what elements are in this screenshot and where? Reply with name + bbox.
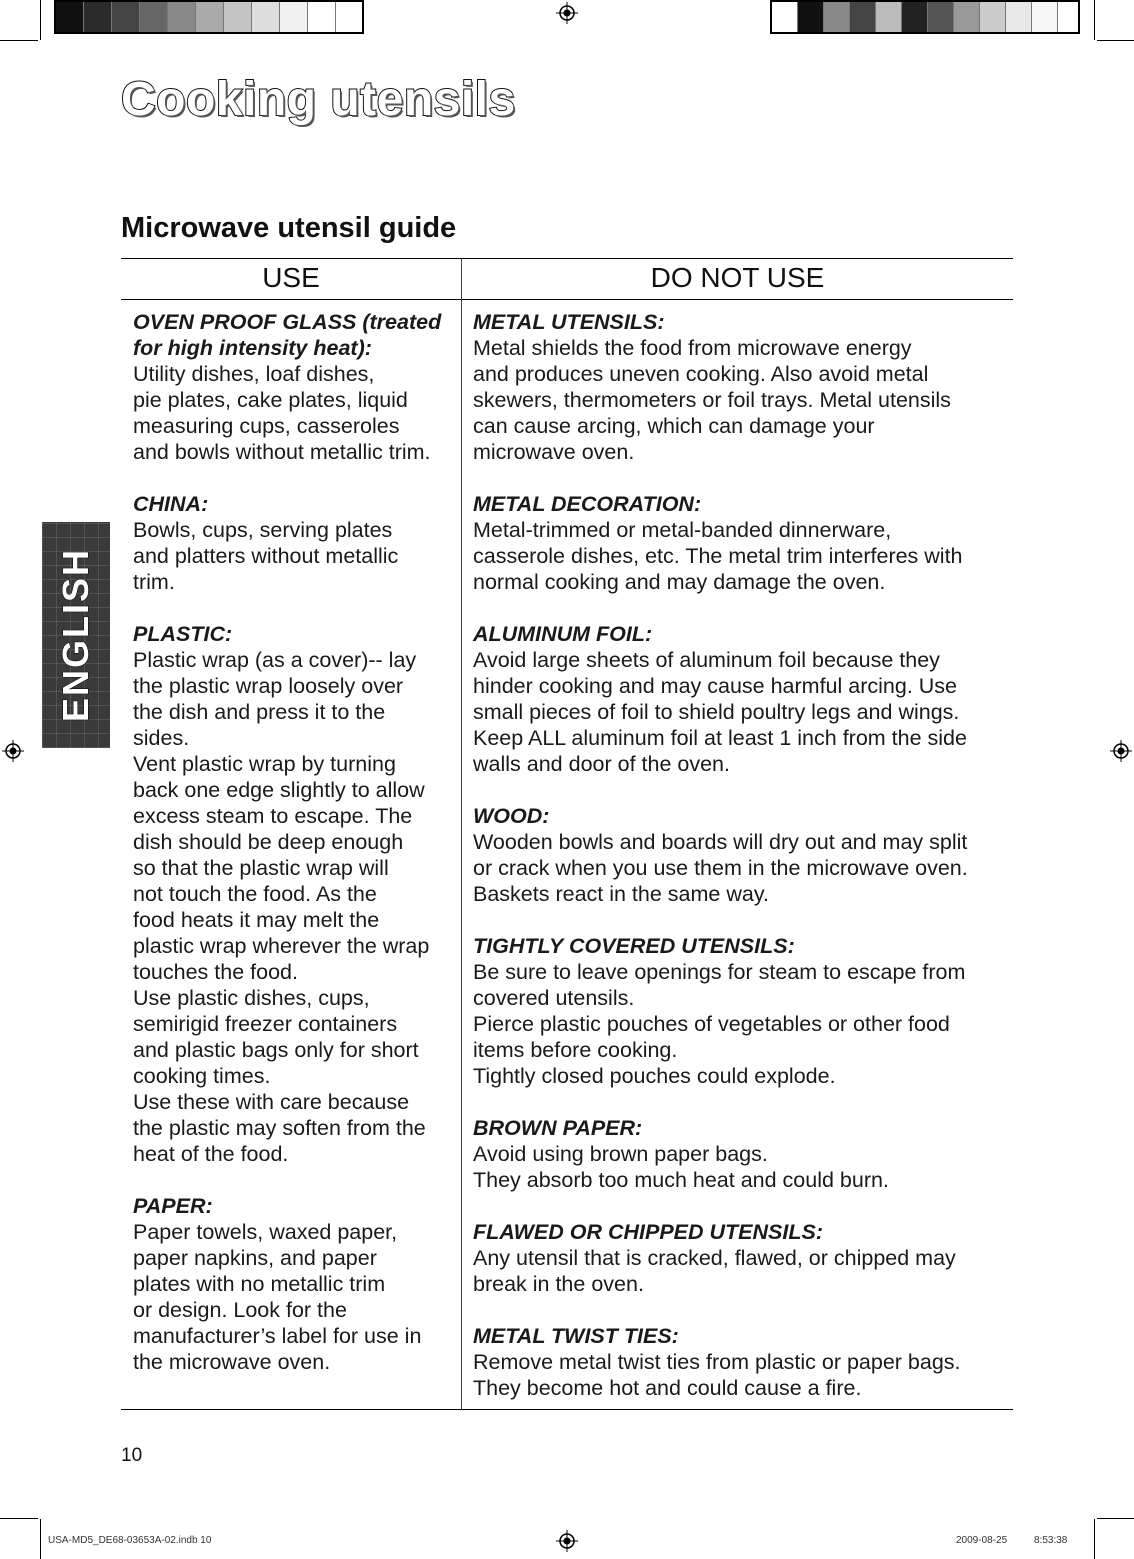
- do-not-use-entry-label: ALUMINUM FOIL:: [473, 622, 653, 646]
- use-entry-text: Bowls, cups, serving plates and platters without metallic trim.: [133, 518, 399, 594]
- crop-mark-top-left-v: [40, 0, 41, 40]
- do-not-use-entry-text: Metal shields the food from microwave energy and produces uneven cooking. Also avoid metal skewers, thermometers or foil trays. Metal utensils can cause arcing, which can damage your microwave oven.: [473, 336, 951, 464]
- use-entry-label: PAPER:: [133, 1194, 213, 1218]
- color-bar-right: [770, 0, 1080, 34]
- do-not-use-entry-label: TIGHTLY COVERED UTENSILS:: [473, 934, 795, 958]
- use-column-header: USE: [262, 262, 320, 293]
- footer-date: 2009-08-25: [956, 1535, 1008, 1546]
- language-tab: [42, 522, 110, 748]
- use-entry-text: Paper towels, waxed paper, paper napkins, and paper plates with no metallic trim or design. Look for the manufacturer’s label for use in the microwave oven.: [133, 1220, 422, 1374]
- use-column: [133, 309, 455, 1375]
- footer-time: 8:53:38: [1034, 1535, 1068, 1546]
- do-not-use-entry-text: Metal-trimmed or metal-banded dinnerware, casserole dishes, etc. The metal trim interferes with normal cooking and may damage the oven.: [473, 518, 963, 594]
- section-title: Microwave utensil guide: [121, 212, 457, 244]
- language-tab-label: ENGLISH: [55, 547, 96, 723]
- use-entry-text: Plastic wrap (as a cover)-- lay the plastic wrap loosely over the dish and press it to the sides. Vent plastic wrap by turning back one edge slightly to allow excess steam to escape. The dish should be deep enough so that the plastic wrap will not touch the food. As the food heats it may melt the plastic wrap wherever the wrap touches the food. Use plastic dishes, cups, semirigid freezer containers and plastic bags only for short cooking times. Use these with care because the plastic may soften from the heat of the food.: [133, 648, 430, 1166]
- page-number: 10: [121, 1445, 143, 1466]
- do-not-use-entry-label: FLAWED OR CHIPPED UTENSILS:: [473, 1220, 823, 1244]
- crop-mark-bottom-right-v: [1094, 1519, 1095, 1559]
- do-not-use-entry-label: BROWN PAPER:: [473, 1116, 643, 1140]
- utensil-guide-table: [121, 258, 1013, 1410]
- do-not-use-entry: [473, 933, 1007, 1089]
- do-not-use-entry: [473, 803, 1007, 907]
- do-not-use-entry: [473, 1115, 1007, 1193]
- use-entry-label: OVEN PROOF GLASS (treated for high intensity heat):: [133, 310, 442, 360]
- do-not-use-column-header: DO NOT USE: [650, 262, 825, 293]
- page-title: Cooking utensils: [121, 73, 516, 126]
- crop-mark-top-left-h: [0, 40, 38, 41]
- table-top-rule: [121, 258, 1013, 259]
- use-entry-label: PLASTIC:: [133, 622, 233, 646]
- registration-mark-left-icon: [2, 740, 24, 762]
- crop-mark-bottom-left-h: [0, 1518, 38, 1519]
- footer-file-name: USA-MD5_DE68-03653A-02.indb 10: [48, 1535, 212, 1546]
- registration-mark-top-icon: [556, 2, 578, 24]
- use-entry: [133, 1193, 455, 1375]
- use-entry: [133, 491, 455, 595]
- use-entry-text: Utility dishes, loaf dishes, pie plates, cake plates, liquid measuring cups, casseroles and bowls without metallic trim.: [133, 362, 431, 464]
- do-not-use-entry-text: Avoid large sheets of aluminum foil because they hinder cooking and may cause harmful arcing. Use small pieces of foil to shield poultry legs and wings. Keep ALL aluminum foil at least 1 inch from the side walls and door of the oven.: [473, 648, 967, 776]
- do-not-use-entry-text: Avoid using brown paper bags. They absorb too much heat and could burn.: [473, 1142, 889, 1192]
- do-not-use-entry-label: METAL TWIST TIES:: [473, 1324, 679, 1348]
- do-not-use-entry-text: Remove metal twist ties from plastic or paper bags. They become hot and could cause a fire.: [473, 1350, 961, 1400]
- do-not-use-entry: [473, 491, 1007, 595]
- do-not-use-entry-text: Any utensil that is cracked, flawed, or chipped may break in the oven.: [473, 1246, 956, 1296]
- color-bar-left: [54, 0, 364, 34]
- do-not-use-entry-text: Be sure to leave openings for steam to escape from covered utensils. Pierce plastic pouches of vegetables or other food items before cooking. Tightly closed pouches could explode.: [473, 960, 966, 1088]
- table-column-divider: [461, 258, 462, 1410]
- crop-mark-bottom-left-v: [40, 1519, 41, 1559]
- do-not-use-entry-label: METAL DECORATION:: [473, 492, 702, 516]
- table-bottom-rule: [121, 1409, 1013, 1410]
- registration-mark-bottom-icon: [556, 1530, 578, 1552]
- use-entry: [133, 309, 455, 465]
- do-not-use-entry-text: Wooden bowls and boards will dry out and may split or crack when you use them in the microwave oven. Baskets react in the same way.: [473, 830, 968, 906]
- do-not-use-entry: [473, 309, 1007, 465]
- do-not-use-column: [473, 309, 1007, 1401]
- crop-mark-top-right-h: [1097, 40, 1134, 41]
- registration-mark-right-icon: [1110, 740, 1132, 762]
- do-not-use-entry-label: WOOD:: [473, 804, 550, 828]
- do-not-use-entry: [473, 621, 1007, 777]
- use-entry-label: CHINA:: [133, 492, 209, 516]
- table-header-rule: [121, 299, 1013, 300]
- crop-mark-top-right-v: [1094, 0, 1095, 40]
- do-not-use-entry: [473, 1219, 1007, 1297]
- use-entry: [133, 621, 455, 1167]
- do-not-use-entry: [473, 1323, 1007, 1401]
- crop-mark-bottom-right-h: [1097, 1518, 1134, 1519]
- do-not-use-entry-label: METAL UTENSILS:: [473, 310, 665, 334]
